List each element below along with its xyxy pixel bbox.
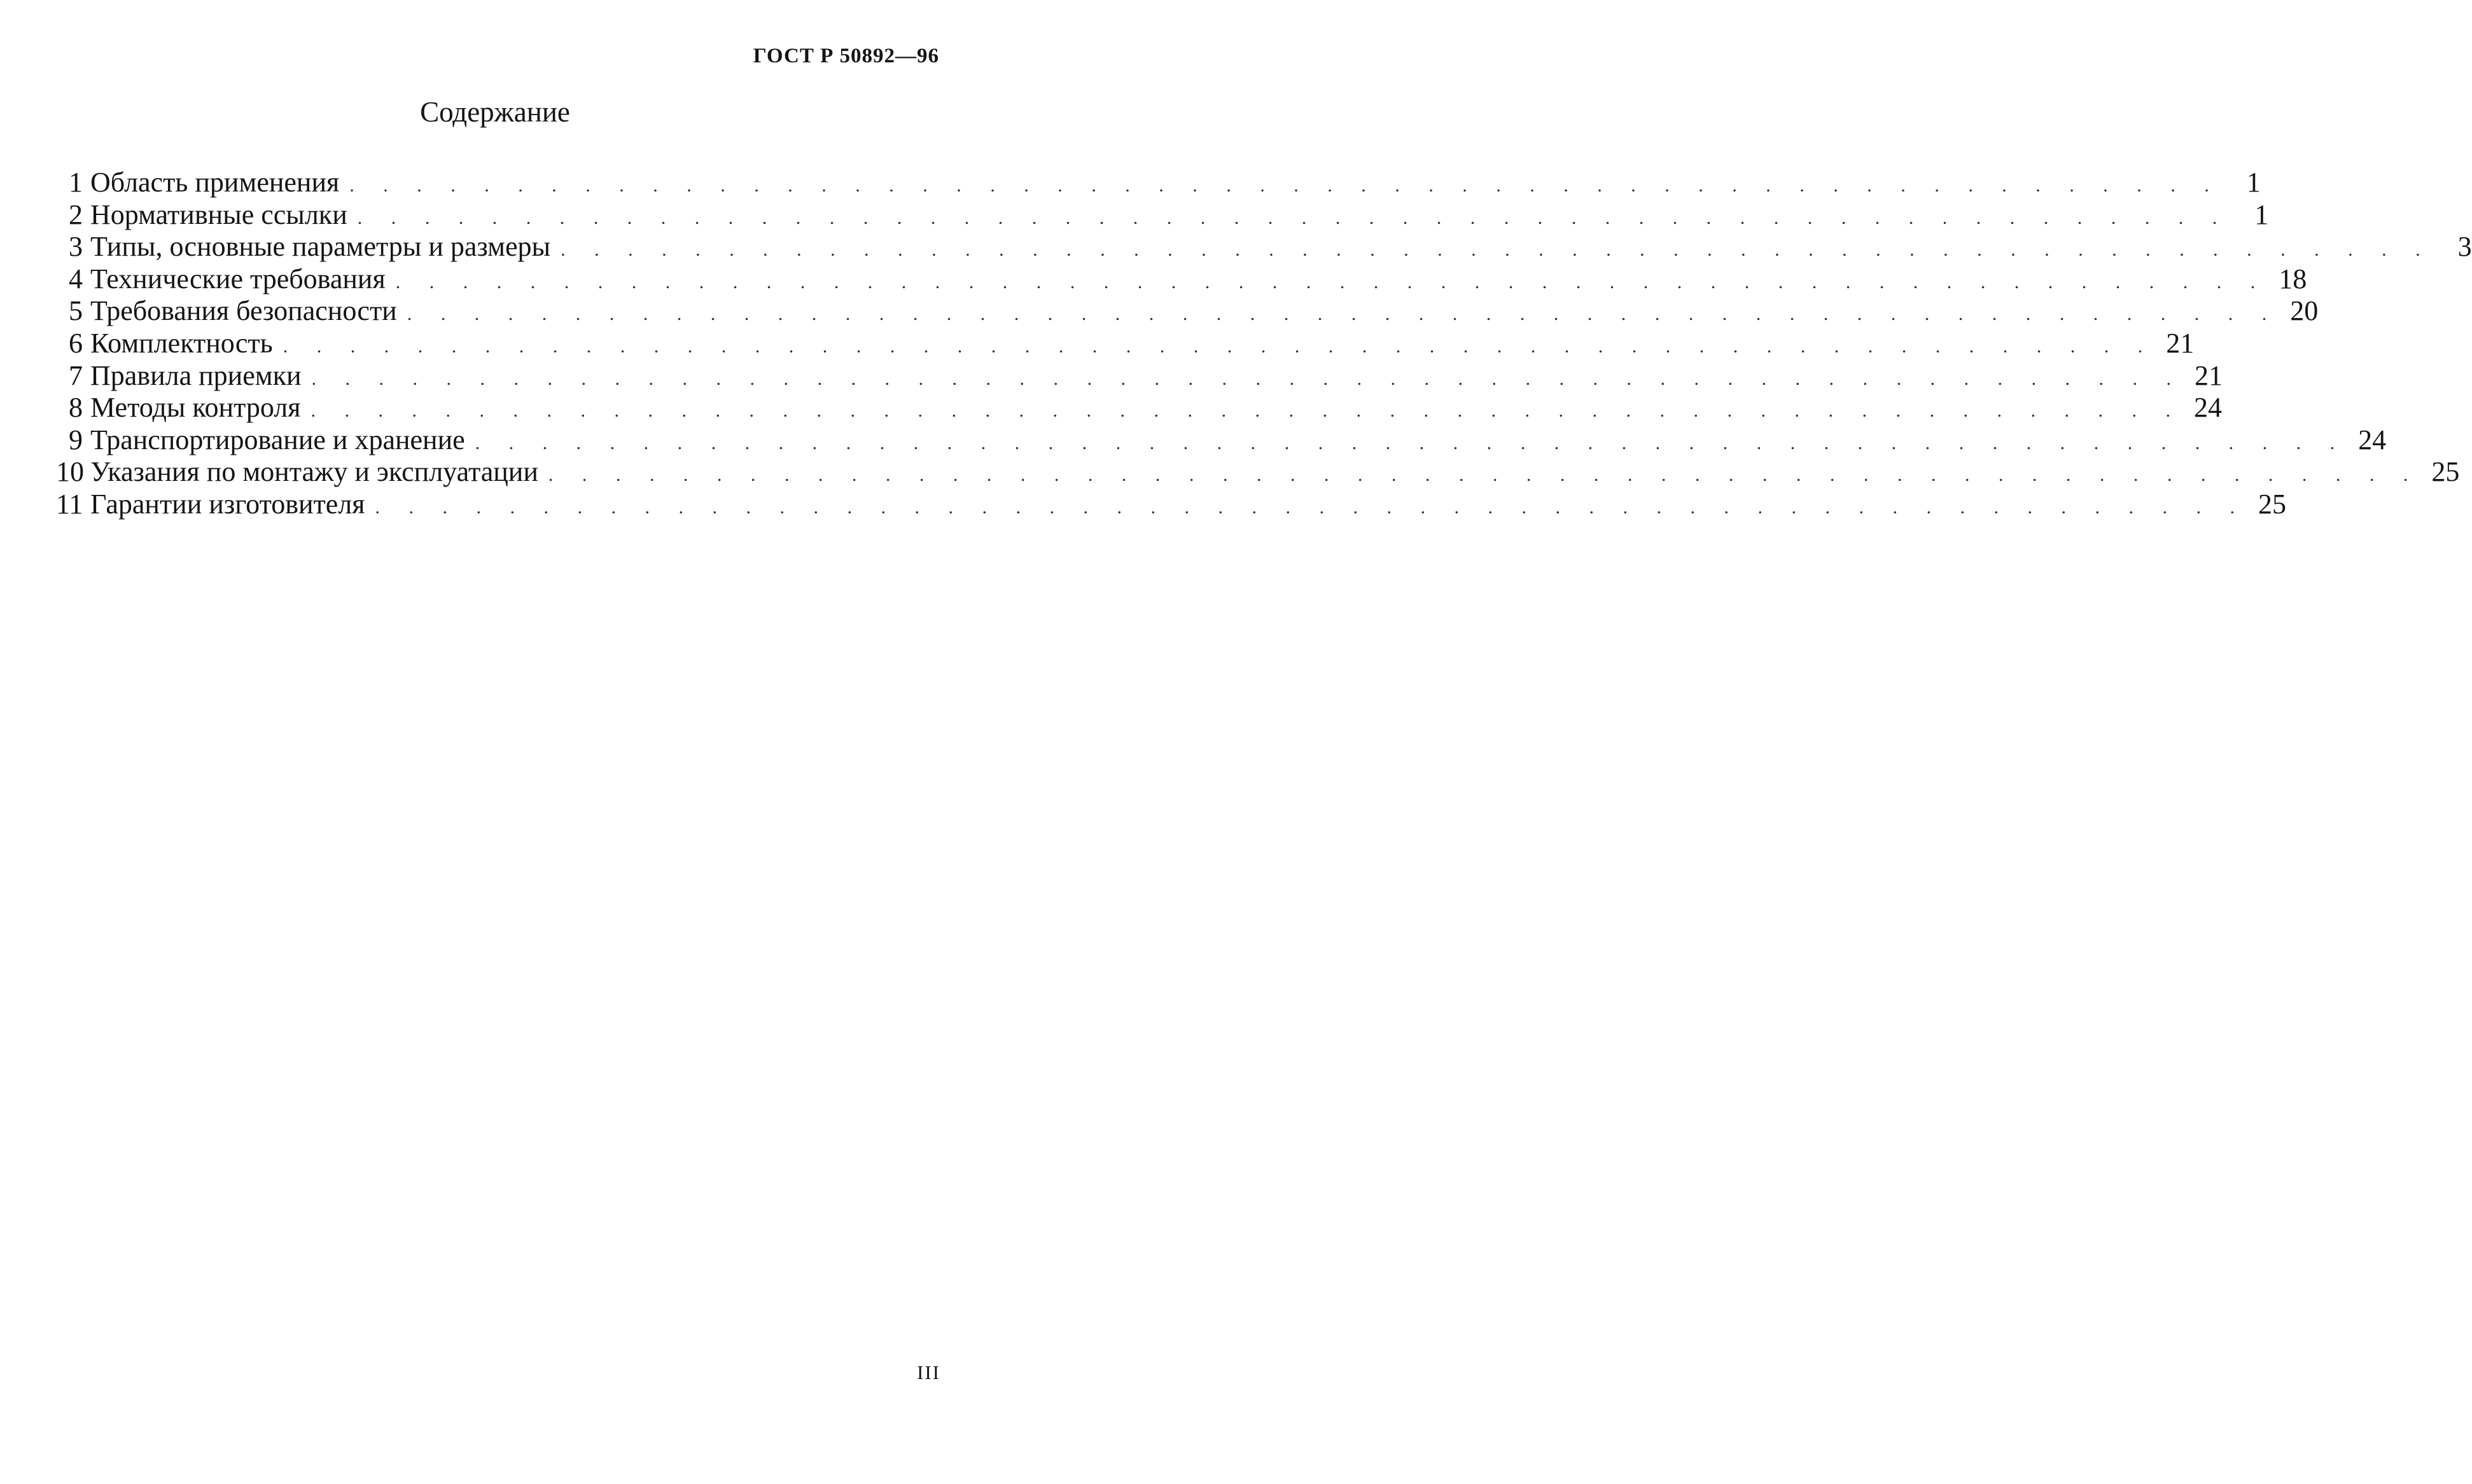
toc-entry[interactable]	[56, 327, 2195, 360]
toc-entry-title: Нормативные ссылки	[90, 198, 347, 230]
toc-entry-title: Технические требования	[90, 263, 386, 295]
page-number: III	[917, 1361, 940, 1383]
toc-entry-number: 1	[69, 167, 83, 198]
dot-leader: . . . . . . . . . . . . . . . . . . . . . . . . . . . . . . . . . . . . . . . . . . . . . . . . . . . . . . . .	[548, 464, 2420, 486]
dot-leader: . . . . . . . . . . . . . . . . . . . . . . . . . . . . . . . . . . . . . . . . . . . . . . . . . . . . . . . .	[375, 496, 2247, 518]
toc-entry-page: 1	[2254, 198, 2269, 230]
toc-entry[interactable]	[56, 488, 2286, 521]
toc-entry-number: 9	[69, 424, 83, 455]
dot-leader: . . . . . . . . . . . . . . . . . . . . . . . . . . . . . . . . . . . . . . . . . . . . . . . . . . . . . . . .	[283, 335, 2155, 357]
dot-leader: . . . . . . . . . . . . . . . . . . . . . . . . . . . . . . . . . . . . . . . . . . . . . . . . . . . . . . . .	[311, 368, 2184, 389]
toc-entry[interactable]	[56, 456, 2460, 489]
dot-leader: . . . . . . . . . . . . . . . . . . . . . . . . . . . . . . . . . . . . . . . . . . . . . . . . . . . . . . . .	[349, 175, 2221, 196]
toc-entry-page: 24	[2193, 392, 2222, 424]
toc-title: Содержание	[420, 96, 570, 128]
toc-entry[interactable]	[56, 231, 2472, 263]
toc-entry-page: 18	[2279, 263, 2307, 295]
toc-entry-page: 3	[2457, 231, 2472, 263]
toc-entry-number: 7	[69, 359, 83, 391]
toc-entry-title: Указания по монтажу и эксплуатации	[90, 456, 538, 488]
toc-entry-title: Гарантии изготовителя	[90, 488, 365, 520]
toc-entry-page: 25	[2431, 456, 2460, 488]
toc-entry-page: 1	[2246, 167, 2261, 198]
toc-entry-number: 6	[69, 327, 83, 359]
toc-entry-title: Типы, основные параметры и размеры	[90, 231, 551, 263]
dot-leader: . . . . . . . . . . . . . . . . . . . . . . . . . . . . . . . . . . . . . . . . . . . . . . . . . . . . . . . .	[357, 207, 2230, 228]
toc-entry-number: 10	[56, 456, 84, 488]
dot-leader: . . . . . . . . . . . . . . . . . . . . . . . . . . . . . . . . . . . . . . . . . . . . . . . . . . . . . . . .	[475, 432, 2347, 454]
toc-entry-number: 4	[69, 263, 83, 295]
dot-leader: . . . . . . . . . . . . . . . . . . . . . . . . . . . . . . . . . . . . . . . . . . . . . . . . . . . . . . . .	[407, 303, 2279, 325]
toc-entry-title: Транспортирование и хранение	[90, 424, 465, 455]
toc-entry[interactable]	[56, 167, 2261, 199]
dot-leader: . . . . . . . . . . . . . . . . . . . . . . . . . . . . . . . . . . . . . . . . . . . . . . . . . . . . . . . .	[561, 239, 2433, 261]
dot-leader: . . . . . . . . . . . . . . . . . . . . . . . . . . . . . . . . . . . . . . . . . . . . . . . . . . . . . . . .	[311, 400, 2182, 422]
toc-entry-title: Правила приемки	[90, 359, 302, 391]
toc-entry[interactable]	[56, 263, 2307, 296]
toc-entry-title: Методы контроля	[90, 392, 301, 424]
toc-entry-page: 24	[2358, 424, 2387, 455]
toc-entry[interactable]	[56, 424, 2387, 457]
toc-entry-page: 21	[2195, 359, 2223, 391]
toc-entry-number: 11	[56, 488, 83, 520]
toc-entry-number: 2	[69, 198, 83, 230]
toc-entry-title: Требования безопасности	[90, 295, 397, 327]
toc-entry-number: 5	[69, 295, 83, 327]
toc-entry-title: Область применения	[90, 167, 340, 198]
toc-entry-page: 25	[2258, 488, 2286, 520]
document-code: ГОСТ Р 50892—96	[753, 45, 939, 67]
toc-entry-page: 21	[2166, 327, 2195, 359]
toc-entry[interactable]	[56, 198, 2269, 232]
toc-entry[interactable]	[56, 392, 2222, 424]
toc-entry[interactable]	[56, 295, 2319, 328]
toc-entry[interactable]	[56, 359, 2223, 392]
toc-entry-title: Комплектность	[90, 327, 273, 359]
toc-entry-page: 20	[2290, 295, 2319, 327]
table-of-contents	[56, 167, 2472, 521]
dot-leader: . . . . . . . . . . . . . . . . . . . . . . . . . . . . . . . . . . . . . . . . . . . . . . . . . . . . . . . .	[395, 271, 2268, 293]
toc-entry-number: 3	[69, 231, 83, 263]
toc-entry-number: 8	[69, 392, 83, 424]
